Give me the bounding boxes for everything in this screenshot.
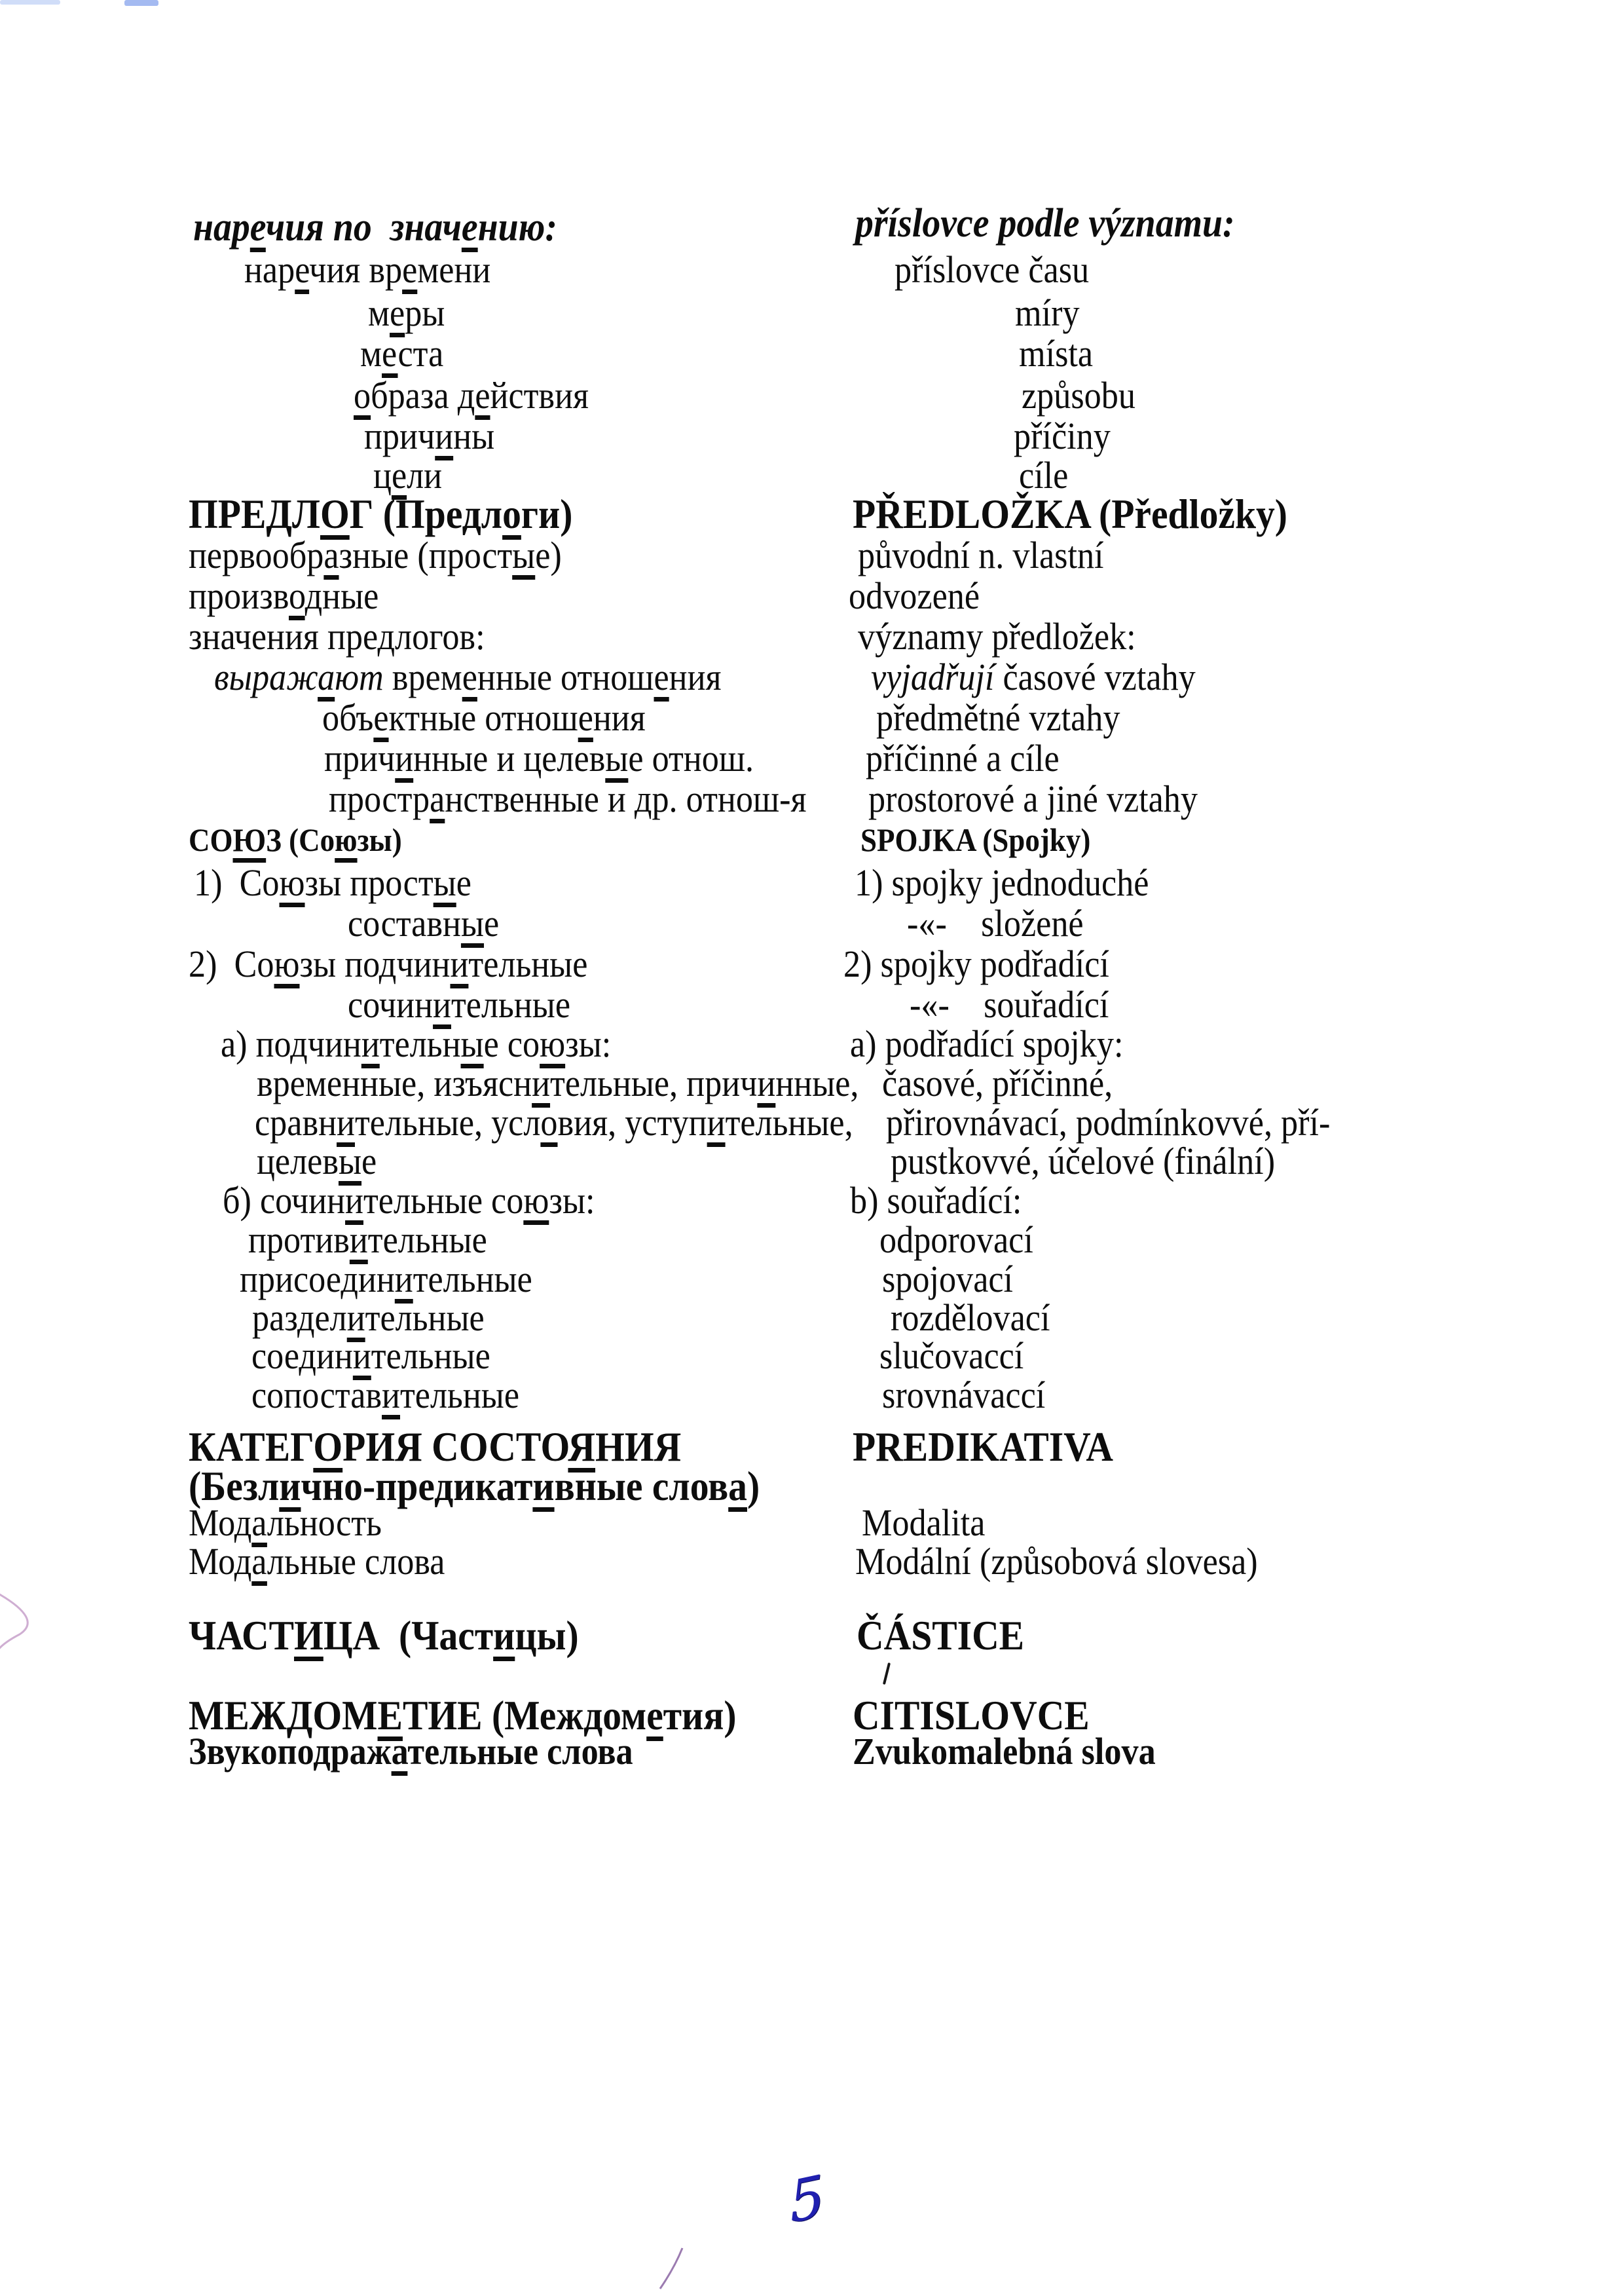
cz-spojka-item-4: -«- souřadící (910, 983, 1109, 1026)
ru-soyuz-item-2: составные (348, 902, 500, 945)
ru-soyuz-title: СОЮЗ (Союзы) (189, 821, 402, 858)
pencil-arc-left-edge (0, 1593, 28, 1651)
cz-spojka-item-9: b) souřadící: (850, 1179, 1022, 1222)
cz-predlozka-item-4: vyjadřují časové vztahy (871, 656, 1196, 698)
cz-adverbs-item-1: příslovce času (895, 248, 1090, 291)
ru-soyuz-item-12: разделительные (252, 1296, 485, 1339)
cz-adverbs-item-2: míry (1015, 291, 1080, 334)
ru-soyuz-item-3: 2) Союзы подчинительные (189, 943, 588, 985)
cz-adverbs-item-3: místa (1019, 332, 1094, 375)
ru-soyuz-item-4: сочинительные (348, 983, 571, 1026)
ru-kategoriya-item-1: Модальность (189, 1501, 382, 1544)
ru-kategoriya-title: КАТЕГОРИЯ СОСТОЯНИЯ (189, 1423, 682, 1470)
ru-adverbs-item-3: места (360, 332, 444, 375)
cz-spojka-item-1: 1) spojky jednoduché (855, 861, 1149, 904)
cz-spojka-title: SPOJKA (Spojky) (860, 821, 1091, 858)
cz-predikativa-item-2: Modální (způsobová slovesa) (855, 1540, 1258, 1583)
ru-soyuz-item-1: 1) Союзы простые (194, 861, 471, 904)
cz-spojka-item-11: spojovací (882, 1258, 1014, 1300)
ru-kategoriya-item-2: Модальные слова (189, 1540, 445, 1583)
ru-predlog-item-3: значения предлогов: (189, 615, 485, 658)
cz-predlozka-item-3: významy předložek: (858, 615, 1136, 658)
cz-predlozka-item-7: prostorové a jiné vztahy (868, 778, 1198, 820)
ru-predlog-item-5: объектные отношения (322, 696, 646, 739)
cz-predlozka-item-5: předmětné vztahy (876, 696, 1120, 739)
ru-soyuz-item-9: б) сочинительные союзы: (223, 1179, 595, 1222)
cz-spojka-item-14: srovnávaccí (882, 1374, 1046, 1416)
cz-spojka-item-5: a) podřadící spojky: (850, 1023, 1124, 1065)
scanner-smudge-left (0, 0, 60, 5)
ru-adverbs-item-6: цели (373, 454, 443, 497)
ru-predlog-item-2: производные (189, 574, 379, 617)
cz-spojka-item-8: pustkovvé, účelové (finální) (891, 1140, 1276, 1182)
ru-predlog-item-4: выражают временные отношения (214, 656, 722, 698)
cz-adverbs-item-5: příčiny (1014, 415, 1111, 457)
ru-adverbs-item-1: наречия времени (244, 248, 491, 291)
ru-predlog-item-7: пространственные и др. отнош-я (329, 778, 807, 820)
scanner-smudge-center (124, 0, 158, 6)
cz-spojka-item-3: 2) spojky podřadící (843, 943, 1109, 985)
cz-predikativa-item-1: Modalita (862, 1501, 986, 1544)
cz-adverbs-item-6: cíle (1019, 454, 1069, 497)
pencil-stroke-bottom (660, 2248, 682, 2289)
ru-adverbs-item-4: образа действия (354, 374, 589, 417)
cz-spojka-item-13: slučovaccí (879, 1334, 1024, 1377)
ru-soyuz-item-11: присоединительные (240, 1258, 532, 1300)
cz-adverbs-title: příslovce podle významu: (855, 201, 1235, 246)
cz-citoslovce-title: CITISLOVCE (853, 1692, 1090, 1738)
ru-soyuz-item-7: сравнительные, условия, уступительные, (255, 1101, 853, 1144)
ru-predlog-item-6: причинные и целевые отнош. (324, 737, 754, 779)
cz-spojka-item-7: přirovnávací, podmínkovvé, pří- (886, 1101, 1331, 1144)
ru-mezhdometie-title: МЕЖДОМЕТИЕ (Междометия) (189, 1692, 737, 1738)
cz-predikativa-title: PREDIKATIVA (853, 1423, 1113, 1470)
ru-chastitsa-title: ЧАСТИЦА (Частицы) (189, 1612, 579, 1659)
ru-soyuz-item-10: противительные (248, 1218, 487, 1261)
ru-soyuz-item-8: целевые (257, 1140, 377, 1182)
ru-soyuz-item-13: соединительные (251, 1334, 490, 1377)
cz-spojka-item-10: odporovací (879, 1218, 1033, 1261)
cz-spojka-item-6: časové, příčinné, (882, 1062, 1113, 1104)
cz-spojka-item-2: -«- složené (907, 902, 1084, 945)
ru-soyuz-item-14: сопоставительные (251, 1374, 520, 1416)
ru-predlog-title: ПРЕДЛОГ (Предлоги) (189, 491, 573, 537)
cz-predlozka-title: PŘEDLOŽKA (Předložky) (853, 491, 1287, 537)
cz-predlozka-item-2: odvozené (849, 574, 980, 617)
ru-kategoriya-subtitle: (Безлично-предикативные слова) (189, 1463, 760, 1509)
ru-adverbs-item-5: причины (364, 415, 495, 457)
ru-adverbs-item-2: меры (368, 291, 445, 334)
cz-predlozka-item-6: příčinné a cíle (866, 737, 1060, 779)
handwritten-page-number: 5 (787, 2162, 827, 2237)
cz-predlozka-item-1: původní n. vlastní (858, 534, 1104, 576)
cz-citoslovce-subtitle: Zvukomalebná slova (853, 1730, 1156, 1773)
ru-predlog-item-1: первообразные (простые) (189, 534, 562, 576)
cz-castice-title: ČÁSTICE (857, 1612, 1025, 1659)
ru-soyuz-item-5: а) подчинительные союзы: (221, 1023, 612, 1065)
ru-mezhdometie-subtitle: Звукоподражательные слова (189, 1730, 633, 1773)
cz-spojka-item-12: rozdělovací (891, 1296, 1050, 1339)
ru-soyuz-item-6: временные, изъяснительные, причинные, (257, 1062, 859, 1104)
cz-adverbs-item-4: způsobu (1022, 374, 1135, 417)
ru-adverbs-title: наречия по значению: (193, 205, 557, 250)
